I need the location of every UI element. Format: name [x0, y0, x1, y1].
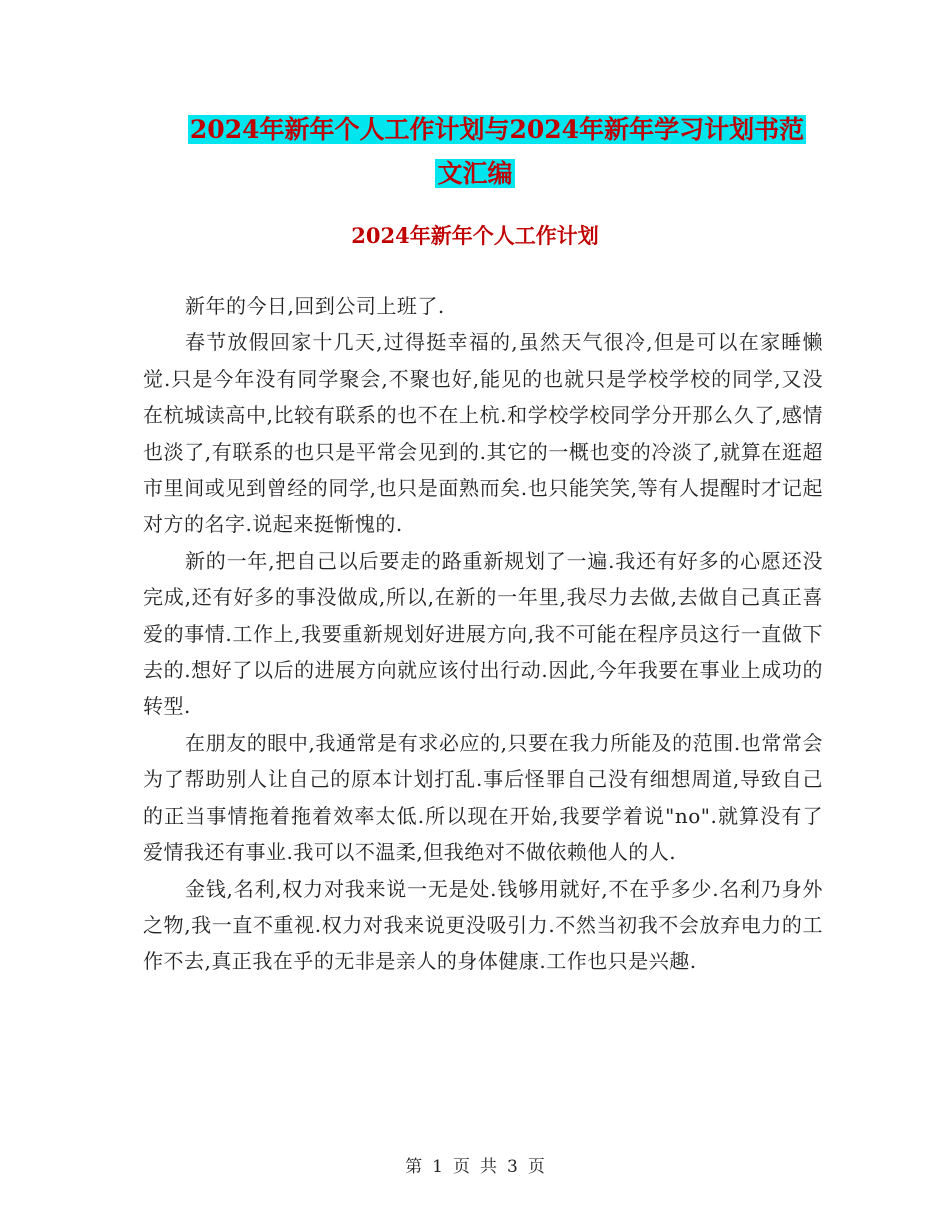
- paragraph: 金钱,名利,权力对我来说一无是处.钱够用就好,不在乎多少.名利乃身外之物,我一直不重视.权力对我来说更没吸引力.不然当初我不会放弃电力的工作不去,真正我在乎的无非是亲人的身体健康.工作也只是兴趣.: [143, 876, 823, 974]
- footer-page-number: 1: [432, 1157, 443, 1177]
- document-title-text-1: 2024年新年个人工作计划与2024年新年学习计划书范: [189, 115, 805, 144]
- footer-total-prefix: 共: [480, 1157, 497, 1177]
- footer-page-unit: 页: [453, 1157, 470, 1177]
- paragraph: 新年的今日,回到公司上班了.: [185, 294, 445, 318]
- footer-total-pages: 3: [507, 1157, 518, 1177]
- paragraph: 新的一年,把自己以后要走的路重新规划了一遍.我还有好多的心愿还没完成,还有好多的事没做成,所以,在新的一年里,我尽力去做,去做自己真正喜爱的事情.工作上,我要重新规划好进展方向,我不可能在程序员这行一直做下去的.想好了以后的进展方向就应该付出行动.因此,今年我要在事业上成功的转型.: [143, 548, 823, 719]
- paragraph: 春节放假回家十几天,过得挺幸福的,虽然天气很冷,但是可以在家睡懒觉.只是今年没有同学聚会,不聚也好,能见的也就只是学校学校的同学,又没在杭城读高中,比较有联系的也不在上杭.和学校学校同学分开那么久了,感情也淡了,有联系的也只是平常会见到的.其它的一概也变的冷淡了,就算在逛超市里间或见到曾经的同学,也只是面熟而矣.也只能笑笑,等有人提醒时才记起对方的名字.说起来挺惭愧的.: [143, 330, 823, 537]
- document-title-line-1: [22, 106, 950, 154]
- footer-total-unit: 页: [527, 1157, 545, 1177]
- footer-prefix: 第: [405, 1157, 423, 1177]
- document-title-text-2: 文汇编: [437, 159, 513, 188]
- paragraph: 在朋友的眼中,我通常是有求必应的,只要在我力所能及的范围.也常常会为了帮助别人让自己的原本计划打乱.事后怪罪自己没有细想周道,导致自己的正当事情拖着拖着效率太低.所以现在开始,我要学着说"no".就算没有了爱情我还有事业.我可以不温柔,但我绝对不做依赖他人的人.: [143, 730, 823, 865]
- section-heading: 2024年新年个人工作计划: [351, 223, 599, 248]
- document-title-line-2: [0, 150, 950, 198]
- page-footer: [0, 1152, 950, 1177]
- document-body: [143, 288, 823, 980]
